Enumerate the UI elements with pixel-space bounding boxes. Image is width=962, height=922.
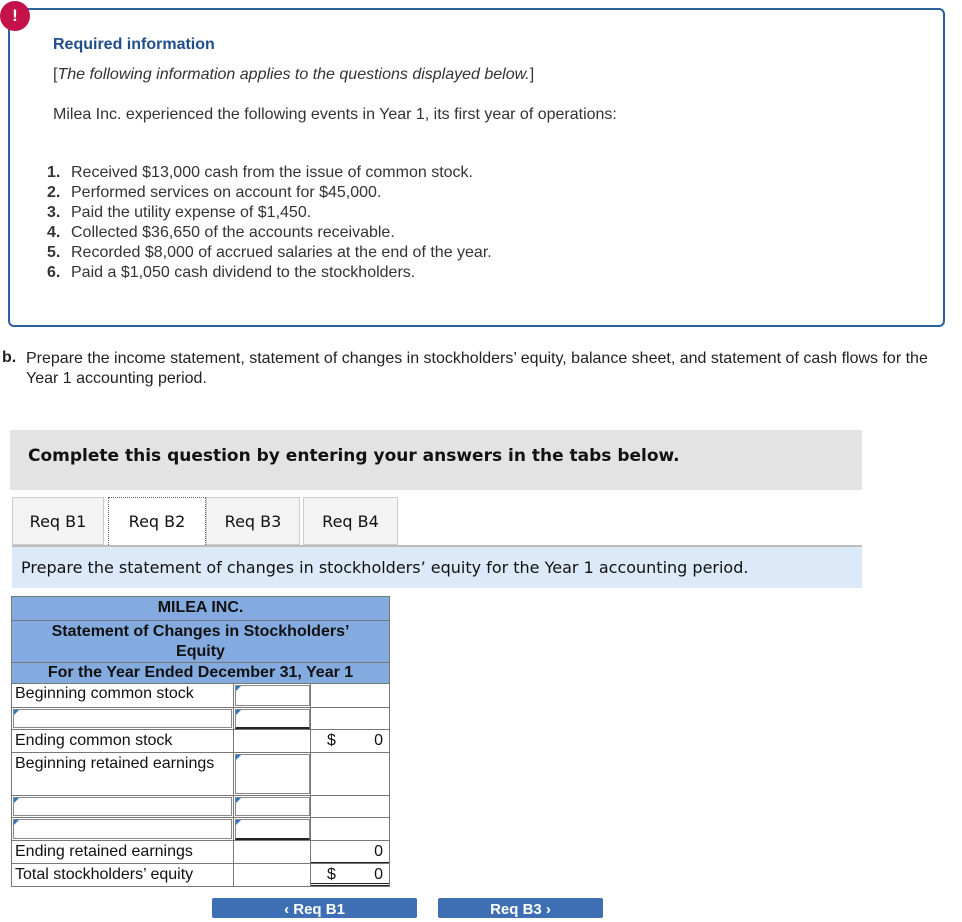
event-text: Performed services on account for $45,000.	[71, 184, 382, 201]
event-number: 5.	[47, 244, 61, 261]
row-label-beginning-common-stock: Beginning common stock	[12, 684, 234, 707]
question-label: b.	[2, 349, 17, 366]
row-label-beginning-retained-earnings: Beginning retained earnings	[12, 753, 234, 795]
statement-title-line1: Statement of Changes in Stockholders’	[51, 623, 350, 640]
statement-title	[11, 620, 390, 662]
tab-instruction	[12, 547, 862, 588]
info-note-close-bracket: ]	[529, 66, 535, 83]
currency-symbol: $	[327, 732, 336, 749]
row-label-total-equity: Total stockholders’ equity	[12, 864, 234, 886]
event-text: Paid the utility expense of $1,450.	[71, 204, 312, 221]
total-equity-value: 0	[374, 866, 383, 883]
table-row	[11, 841, 390, 864]
table-row	[11, 864, 390, 887]
ending-common-stock-total	[311, 730, 389, 752]
total-cell	[311, 708, 389, 729]
amount-cell	[234, 730, 311, 752]
beginning-common-stock-input[interactable]	[235, 685, 310, 706]
tab-req-b2[interactable]: Req B2	[108, 497, 206, 547]
required-information-panel	[8, 8, 945, 327]
amount-cell	[234, 796, 311, 817]
event-number: 1.	[47, 164, 61, 181]
event-text: Received $13,000 cash from the issue of common stock.	[71, 164, 473, 181]
row-label-ending-retained-earnings: Ending retained earnings	[12, 841, 234, 863]
table-row	[11, 796, 390, 818]
events-list	[47, 163, 492, 283]
common-stock-item-amount-input[interactable]	[235, 709, 310, 729]
retained-earnings-item-amount-input[interactable]	[235, 797, 310, 816]
info-note-text: The following information applies to the questions displayed below.	[57, 66, 530, 83]
question-text: Prepare the income statement, statement of changes in stockholders’ equity, balance sheet, and statement of cash flows for the Year 1 accounting period.	[26, 350, 928, 387]
statement-title-line2: Equity	[176, 643, 225, 660]
total-cell	[311, 818, 389, 840]
table-row	[11, 753, 390, 796]
statement-period: For the Year Ended December 31, Year 1	[11, 662, 390, 684]
event-number: 2.	[47, 184, 61, 201]
retained-earnings-item-amount-input[interactable]	[235, 819, 310, 840]
instructions-banner	[10, 430, 862, 490]
total-equity-total	[311, 864, 389, 886]
tab-req-b1[interactable]: Req B1	[12, 497, 104, 545]
amount-cell	[234, 708, 311, 729]
total-cell	[311, 753, 389, 795]
table-row	[11, 730, 390, 753]
amount-cell	[234, 818, 311, 840]
amount-cell	[234, 864, 311, 886]
tab-instruction-text: Prepare the statement of changes in stockholders’ equity for the Year 1 accounting period.	[21, 558, 749, 577]
company-name: MILEA INC.	[11, 596, 390, 620]
retained-earnings-item-select[interactable]	[13, 819, 232, 839]
table-row	[11, 818, 390, 841]
ending-common-stock-value: 0	[374, 732, 383, 749]
prev-req-button[interactable]: ‹ Req B1	[212, 898, 417, 918]
info-note-open-bracket: [	[53, 66, 58, 83]
table-row	[11, 708, 390, 730]
event-text: Collected $36,650 of the accounts receivable.	[71, 224, 395, 241]
event-number: 4.	[47, 224, 61, 241]
exclamation-icon: !	[0, 1, 30, 31]
next-req-button[interactable]: Req B3 ›	[438, 898, 603, 918]
label-cell	[12, 818, 234, 840]
list-item	[47, 263, 492, 283]
label-cell	[12, 796, 234, 817]
label-cell	[12, 708, 234, 729]
table-row	[11, 684, 390, 708]
event-text: Recorded $8,000 of accrued salaries at the end of the year.	[71, 244, 492, 261]
row-label-ending-common-stock: Ending common stock	[12, 730, 234, 752]
ending-retained-earnings-total	[311, 841, 389, 863]
list-item	[47, 203, 492, 223]
tab-req-b3[interactable]: Req B3	[206, 497, 300, 545]
banner-text: Complete this question by entering your answers in the tabs below.	[28, 446, 680, 466]
event-text: Paid a $1,050 cash dividend to the stockholders.	[71, 264, 416, 281]
list-item	[47, 223, 492, 243]
ending-retained-earnings-value: 0	[374, 843, 383, 860]
list-item	[47, 243, 492, 263]
amount-cell	[234, 684, 311, 707]
beginning-retained-earnings-input[interactable]	[235, 754, 310, 794]
info-intro: Milea Inc. experienced the following events in Year 1, its first year of operations:	[53, 106, 617, 123]
statement-table	[11, 596, 390, 887]
tab-req-b4[interactable]: Req B4	[303, 497, 398, 545]
amount-cell	[234, 753, 311, 795]
list-item	[47, 163, 492, 183]
common-stock-item-select[interactable]	[13, 709, 232, 728]
event-number: 3.	[47, 204, 61, 221]
total-cell	[311, 684, 389, 707]
currency-symbol: $	[327, 866, 336, 883]
retained-earnings-item-select[interactable]	[13, 797, 232, 816]
info-title: Required information	[53, 36, 215, 53]
amount-cell	[234, 841, 311, 863]
info-note	[53, 66, 534, 84]
total-cell	[311, 796, 389, 817]
event-number: 6.	[47, 264, 61, 281]
list-item	[47, 183, 492, 203]
